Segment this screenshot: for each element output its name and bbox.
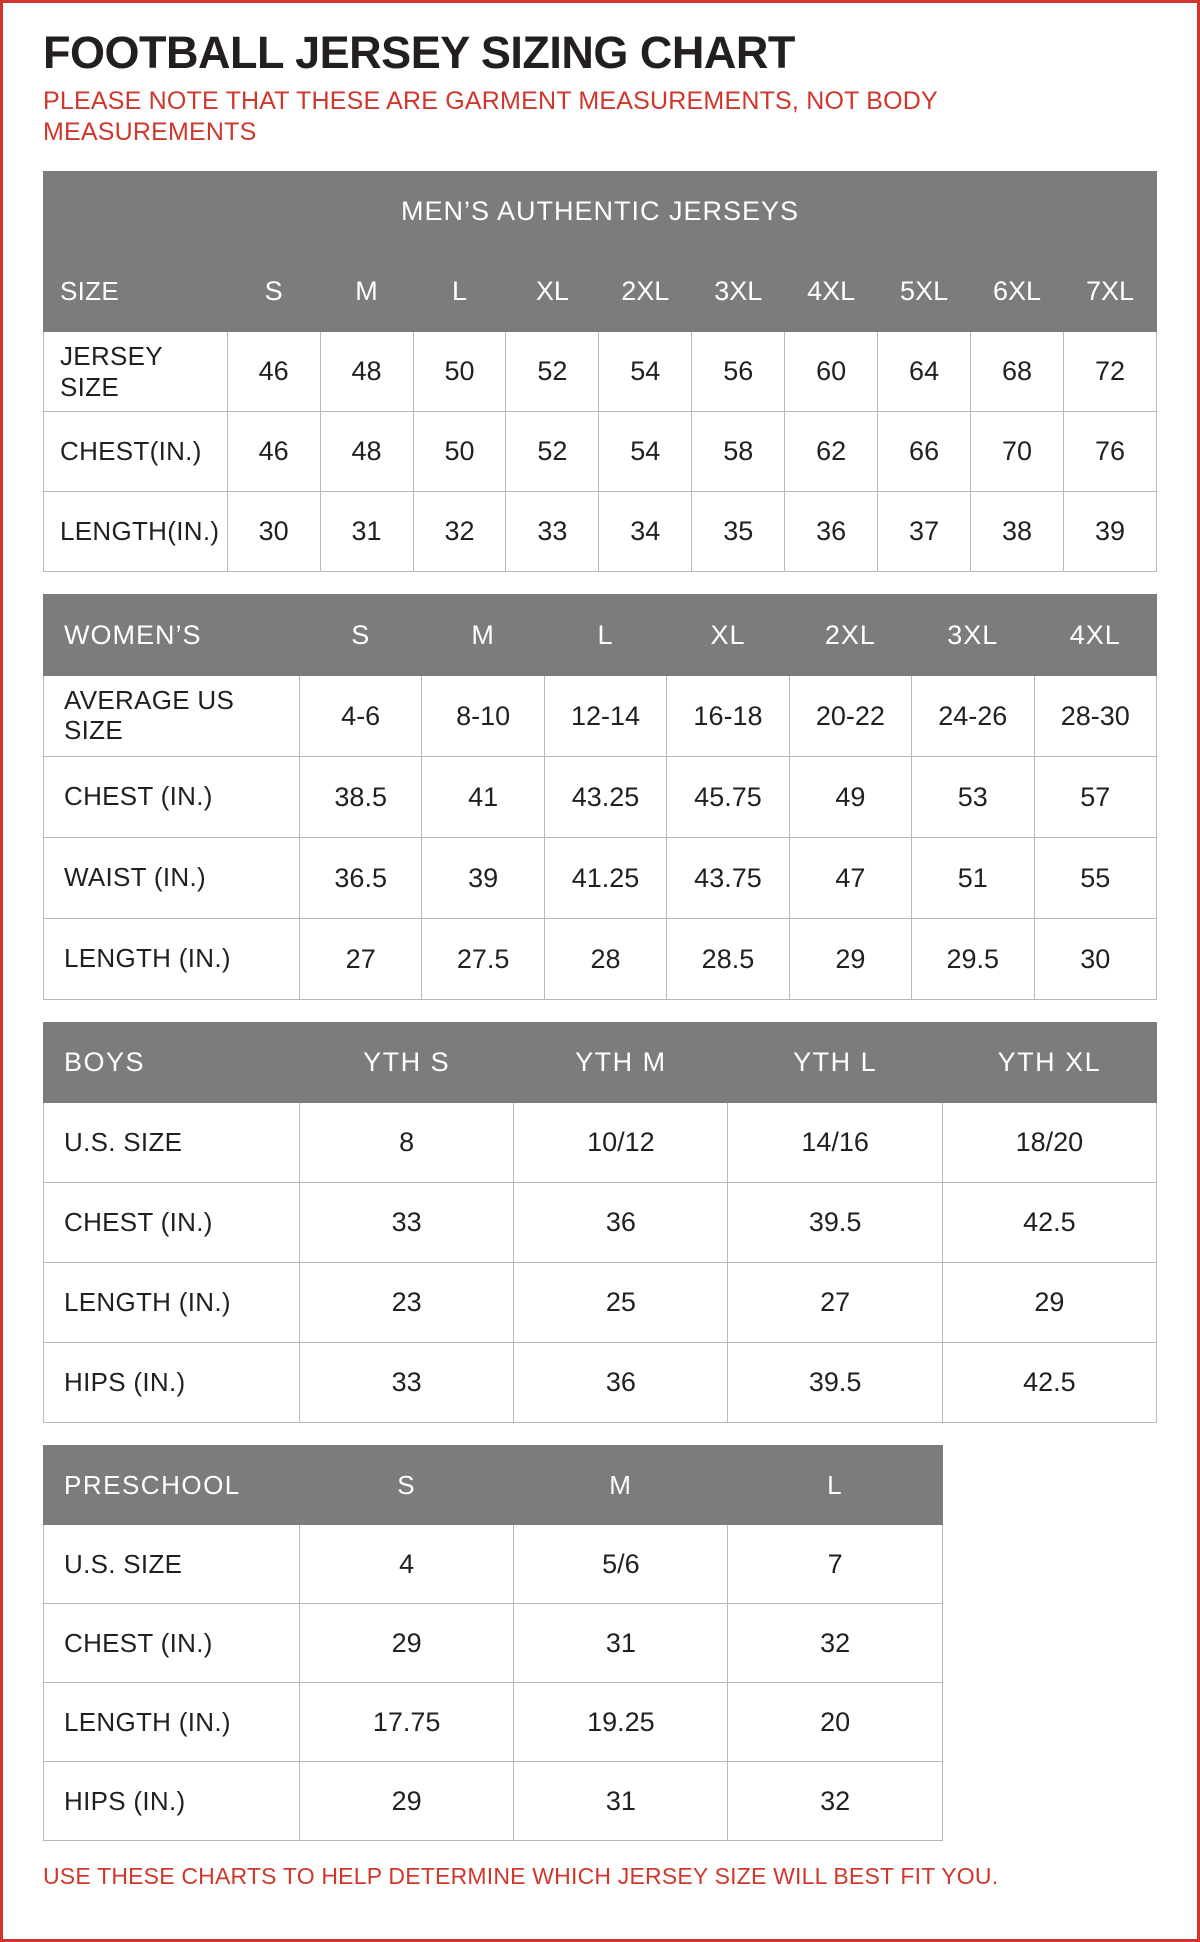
table-cell: 60 [785,332,878,412]
table-cell: 50 [413,332,506,412]
table-row [44,676,1157,757]
table-cell: 46 [227,412,320,492]
table-cell: 27 [299,919,421,1000]
mens-header-cell: 6XL [971,252,1064,332]
womens-header-cell: M [422,595,544,676]
table-cell: 30 [1034,919,1156,1000]
table-cell: 51 [912,838,1034,919]
row-label: U.S. SIZE [44,1525,300,1604]
mens-header-cell: XL [506,252,599,332]
table-cell: 36 [514,1343,728,1423]
preschool-header-cell: M [514,1446,728,1525]
table-row [44,1183,1157,1263]
table-cell: 32 [728,1762,942,1841]
mens-header-cell: SIZE [44,252,228,332]
table-cell: 34 [599,492,692,572]
preschool-header-cell: S [299,1446,513,1525]
mens-header-row [44,252,1157,332]
empty-cell [942,1446,1156,1525]
table-cell: 31 [514,1604,728,1683]
table-cell: 20 [728,1683,942,1762]
row-label: LENGTH(IN.) [44,492,228,572]
row-label: U.S. SIZE [44,1103,300,1183]
table-cell: 4 [299,1525,513,1604]
table-cell: 38.5 [299,757,421,838]
womens-header-cell: L [544,595,666,676]
table-cell: 17.75 [299,1683,513,1762]
table-row [44,1525,1157,1604]
boys-header-cell: YTH L [728,1023,942,1103]
mens-banner-row [44,172,1157,252]
preschool-header-row [44,1446,1157,1525]
table-cell: 8 [299,1103,513,1183]
table-cell: 41.25 [544,838,666,919]
table-cell: 36 [514,1183,728,1263]
empty-cell [942,1604,1156,1683]
table-cell: 18/20 [942,1103,1156,1183]
womens-header-row [44,595,1157,676]
womens-header-cell: 4XL [1034,595,1156,676]
table-row [44,412,1157,492]
table-cell: 39.5 [728,1343,942,1423]
table-cell: 43.25 [544,757,666,838]
mens-header-cell: S [227,252,320,332]
table-cell: 37 [878,492,971,572]
row-label: WAIST (IN.) [44,838,300,919]
measurement-note: PLEASE NOTE THAT THESE ARE GARMENT MEASUREMENTS, NOT BODY MEASUREMENTS [43,87,938,146]
table-cell: 14/16 [728,1103,942,1183]
table-cell: 19.25 [514,1683,728,1762]
mens-header-cell: M [320,252,413,332]
table-cell: 31 [320,492,413,572]
row-label: LENGTH (IN.) [44,1263,300,1343]
table-cell: 55 [1034,838,1156,919]
table-cell: 25 [514,1263,728,1343]
preschool-header-cell: L [728,1446,942,1525]
preschool-header-cell: PRESCHOOL [44,1446,300,1525]
table-cell: 16-18 [667,676,789,757]
table-cell: 32 [728,1604,942,1683]
empty-cell [942,1762,1156,1841]
row-label: CHEST(IN.) [44,412,228,492]
row-label: HIPS (IN.) [44,1343,300,1423]
table-cell: 20-22 [789,676,911,757]
table-row [44,838,1157,919]
row-label: AVERAGE US SIZE [44,676,300,757]
table-cell: 32 [413,492,506,572]
row-label: HIPS (IN.) [44,1762,300,1841]
table-cell: 39.5 [728,1183,942,1263]
table-cell: 39 [422,838,544,919]
table-cell: 42.5 [942,1183,1156,1263]
table-cell: 35 [692,492,785,572]
row-label: LENGTH (IN.) [44,1683,300,1762]
table-row [44,1343,1157,1423]
table-cell: 29 [942,1263,1156,1343]
table-cell: 66 [878,412,971,492]
table-cell: 31 [514,1762,728,1841]
table-cell: 24-26 [912,676,1034,757]
row-label: CHEST (IN.) [44,1604,300,1683]
table-row [44,332,1157,412]
table-cell: 76 [1063,412,1156,492]
table-cell: 36 [785,492,878,572]
table-row [44,1683,1157,1762]
table-cell: 42.5 [942,1343,1156,1423]
table-cell: 7 [728,1525,942,1604]
boys-sizing-table [43,1022,1157,1423]
table-cell: 27 [728,1263,942,1343]
mens-header-cell: 7XL [1063,252,1156,332]
table-cell: 54 [599,332,692,412]
table-cell: 43.75 [667,838,789,919]
table-cell: 54 [599,412,692,492]
table-cell: 23 [299,1263,513,1343]
table-cell: 47 [789,838,911,919]
table-cell: 72 [1063,332,1156,412]
womens-header-cell: S [299,595,421,676]
preschool-sizing-table [43,1445,1157,1841]
table-cell: 58 [692,412,785,492]
table-cell: 4-6 [299,676,421,757]
table-cell: 53 [912,757,1034,838]
table-cell: 29.5 [912,919,1034,1000]
empty-cell [942,1525,1156,1604]
boys-header-cell: YTH S [299,1023,513,1103]
table-cell: 46 [227,332,320,412]
footer-note: USE THESE CHARTS TO HELP DETERMINE WHICH JERSEY SIZE WILL BEST FIT YOU. [43,1863,999,1890]
table-cell: 41 [422,757,544,838]
mens-sizing-table [43,171,1157,572]
table-row [44,1263,1157,1343]
table-cell: 30 [227,492,320,572]
womens-header-cell: WOMEN’S [44,595,300,676]
table-cell: 48 [320,412,413,492]
table-cell: 33 [506,492,599,572]
table-cell: 64 [878,332,971,412]
mens-header-cell: 5XL [878,252,971,332]
boys-header-cell: YTH M [514,1023,728,1103]
boys-header-cell: BOYS [44,1023,300,1103]
table-cell: 27.5 [422,919,544,1000]
table-cell: 50 [413,412,506,492]
mens-header-cell: 3XL [692,252,785,332]
table-cell: 70 [971,412,1064,492]
table-row [44,1604,1157,1683]
table-cell: 52 [506,332,599,412]
womens-header-cell: XL [667,595,789,676]
row-label: CHEST (IN.) [44,757,300,838]
table-cell: 39 [1063,492,1156,572]
table-cell: 48 [320,332,413,412]
table-cell: 68 [971,332,1064,412]
table-cell: 33 [299,1343,513,1423]
table-cell: 57 [1034,757,1156,838]
womens-sizing-table [43,594,1157,1000]
table-cell: 62 [785,412,878,492]
table-cell: 28.5 [667,919,789,1000]
table-cell: 29 [789,919,911,1000]
page-title: FOOTBALL JERSEY SIZING CHART [43,27,795,78]
mens-banner-label: MEN’S AUTHENTIC JERSEYS [44,172,1157,252]
empty-cell [942,1683,1156,1762]
mens-header-cell: 2XL [599,252,692,332]
womens-header-cell: 3XL [912,595,1034,676]
table-cell: 28 [544,919,666,1000]
table-cell: 8-10 [422,676,544,757]
table-cell: 52 [506,412,599,492]
table-cell: 5/6 [514,1525,728,1604]
womens-header-cell: 2XL [789,595,911,676]
table-row [44,1103,1157,1183]
row-label: LENGTH (IN.) [44,919,300,1000]
table-cell: 33 [299,1183,513,1263]
table-cell: 29 [299,1762,513,1841]
table-cell: 12-14 [544,676,666,757]
mens-header-cell: 4XL [785,252,878,332]
mens-header-cell: L [413,252,506,332]
table-cell: 28-30 [1034,676,1156,757]
table-row [44,757,1157,838]
table-cell: 49 [789,757,911,838]
table-cell: 45.75 [667,757,789,838]
table-row [44,492,1157,572]
table-cell: 38 [971,492,1064,572]
row-label: CHEST (IN.) [44,1183,300,1263]
table-cell: 36.5 [299,838,421,919]
boys-header-row [44,1023,1157,1103]
boys-header-cell: YTH XL [942,1023,1156,1103]
row-label: JERSEY SIZE [44,332,228,412]
table-row [44,1762,1157,1841]
table-cell: 10/12 [514,1103,728,1183]
table-row [44,919,1157,1000]
table-cell: 29 [299,1604,513,1683]
table-cell: 56 [692,332,785,412]
